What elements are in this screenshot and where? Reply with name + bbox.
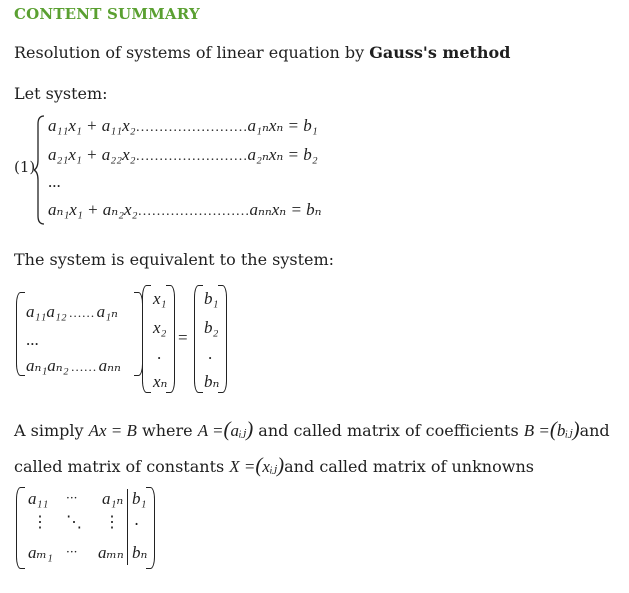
aug-r3-c1: aₘ₁ xyxy=(28,543,53,562)
aug-r2-c4: . xyxy=(134,510,140,529)
constants-line: called matrix of constants X =(xᵢⱼ)and called matrix of unknowns xyxy=(14,453,534,477)
matrix-a-row-n: aₙ₁aₙ₂ …… aₙₙ xyxy=(26,356,121,375)
equals-sign: = xyxy=(178,328,188,347)
eq-b-ij: bᵢⱼ xyxy=(556,421,573,440)
vector-x-right-paren xyxy=(166,285,175,393)
intro-bold: Gauss's method xyxy=(369,43,511,62)
matrix-a-left-paren xyxy=(16,292,25,376)
vector-x-2: x₂ xyxy=(153,318,167,337)
vector-b-left-paren xyxy=(194,285,203,393)
vector-b-dot: . xyxy=(208,344,213,363)
aug-r1-c3: a₁ₙ xyxy=(102,489,124,508)
system-row-n: aₙ₁x₁ + aₙ₂x₂……………………aₙₙxₙ = bₙ xyxy=(48,200,322,219)
vector-b-1: b₁ xyxy=(204,289,219,308)
aug-r1-c4: b₁ xyxy=(132,489,147,508)
aug-r2-c1: ⋮ xyxy=(32,512,48,531)
augmented-left-paren xyxy=(16,487,25,569)
system-brace-icon xyxy=(34,114,46,226)
intro-line xyxy=(14,43,510,62)
vector-x-dot: . xyxy=(157,344,162,363)
aug-r1-c1: a₁₁ xyxy=(28,489,49,508)
vector-b-n: bₙ xyxy=(204,372,220,391)
vector-x-n: xₙ xyxy=(153,372,168,391)
aug-r2-c3: ⋮ xyxy=(104,512,120,531)
aug-r3-c4: bₙ xyxy=(132,543,148,562)
aug-r3-c2: ··· xyxy=(66,545,78,559)
system-row-ellipsis: ... xyxy=(48,172,61,191)
vector-x-left-paren xyxy=(142,285,151,393)
system-label: (1) xyxy=(14,158,36,176)
eq-a-ij: aᵢⱼ xyxy=(230,421,247,440)
eq-x-ij: xᵢⱼ xyxy=(262,457,278,476)
vector-x-1: x₁ xyxy=(153,289,167,308)
section-heading: CONTENT SUMMARY xyxy=(14,5,200,23)
intro-text: Resolution of systems of linear equation by xyxy=(14,43,370,62)
vector-b-right-paren xyxy=(218,285,227,393)
vector-b-2: b₂ xyxy=(204,318,219,337)
aug-r2-c2: ⋱ xyxy=(66,512,82,531)
simply-line: A simply Ax = B where A =(aᵢⱼ) and called matrix of coefficients B =(bᵢⱼ)and xyxy=(14,417,610,441)
eq-ax-b: Ax = B xyxy=(88,421,137,440)
equivalent-text: The system is equivalent to the system: xyxy=(14,250,335,269)
aug-r3-c3: aₘₙ xyxy=(98,543,124,562)
matrix-a-row-1: a₁₁a₁₂ …… a₁ₙ xyxy=(26,302,118,321)
augmented-divider xyxy=(127,489,128,565)
let-system-text: Let system: xyxy=(14,84,108,103)
matrix-a-row-ellipsis: ... xyxy=(26,330,39,349)
augmented-right-paren xyxy=(146,487,155,569)
system-row-2: a₂₁x₁ + a₂₂x₂……………………a₂ₙxₙ = b₂ xyxy=(48,145,318,164)
aug-r1-c2: ··· xyxy=(66,491,78,505)
system-row-1: a₁₁x₁ + a₁₁x₂……………………a₁ₙxₙ = b₁ xyxy=(48,116,318,135)
